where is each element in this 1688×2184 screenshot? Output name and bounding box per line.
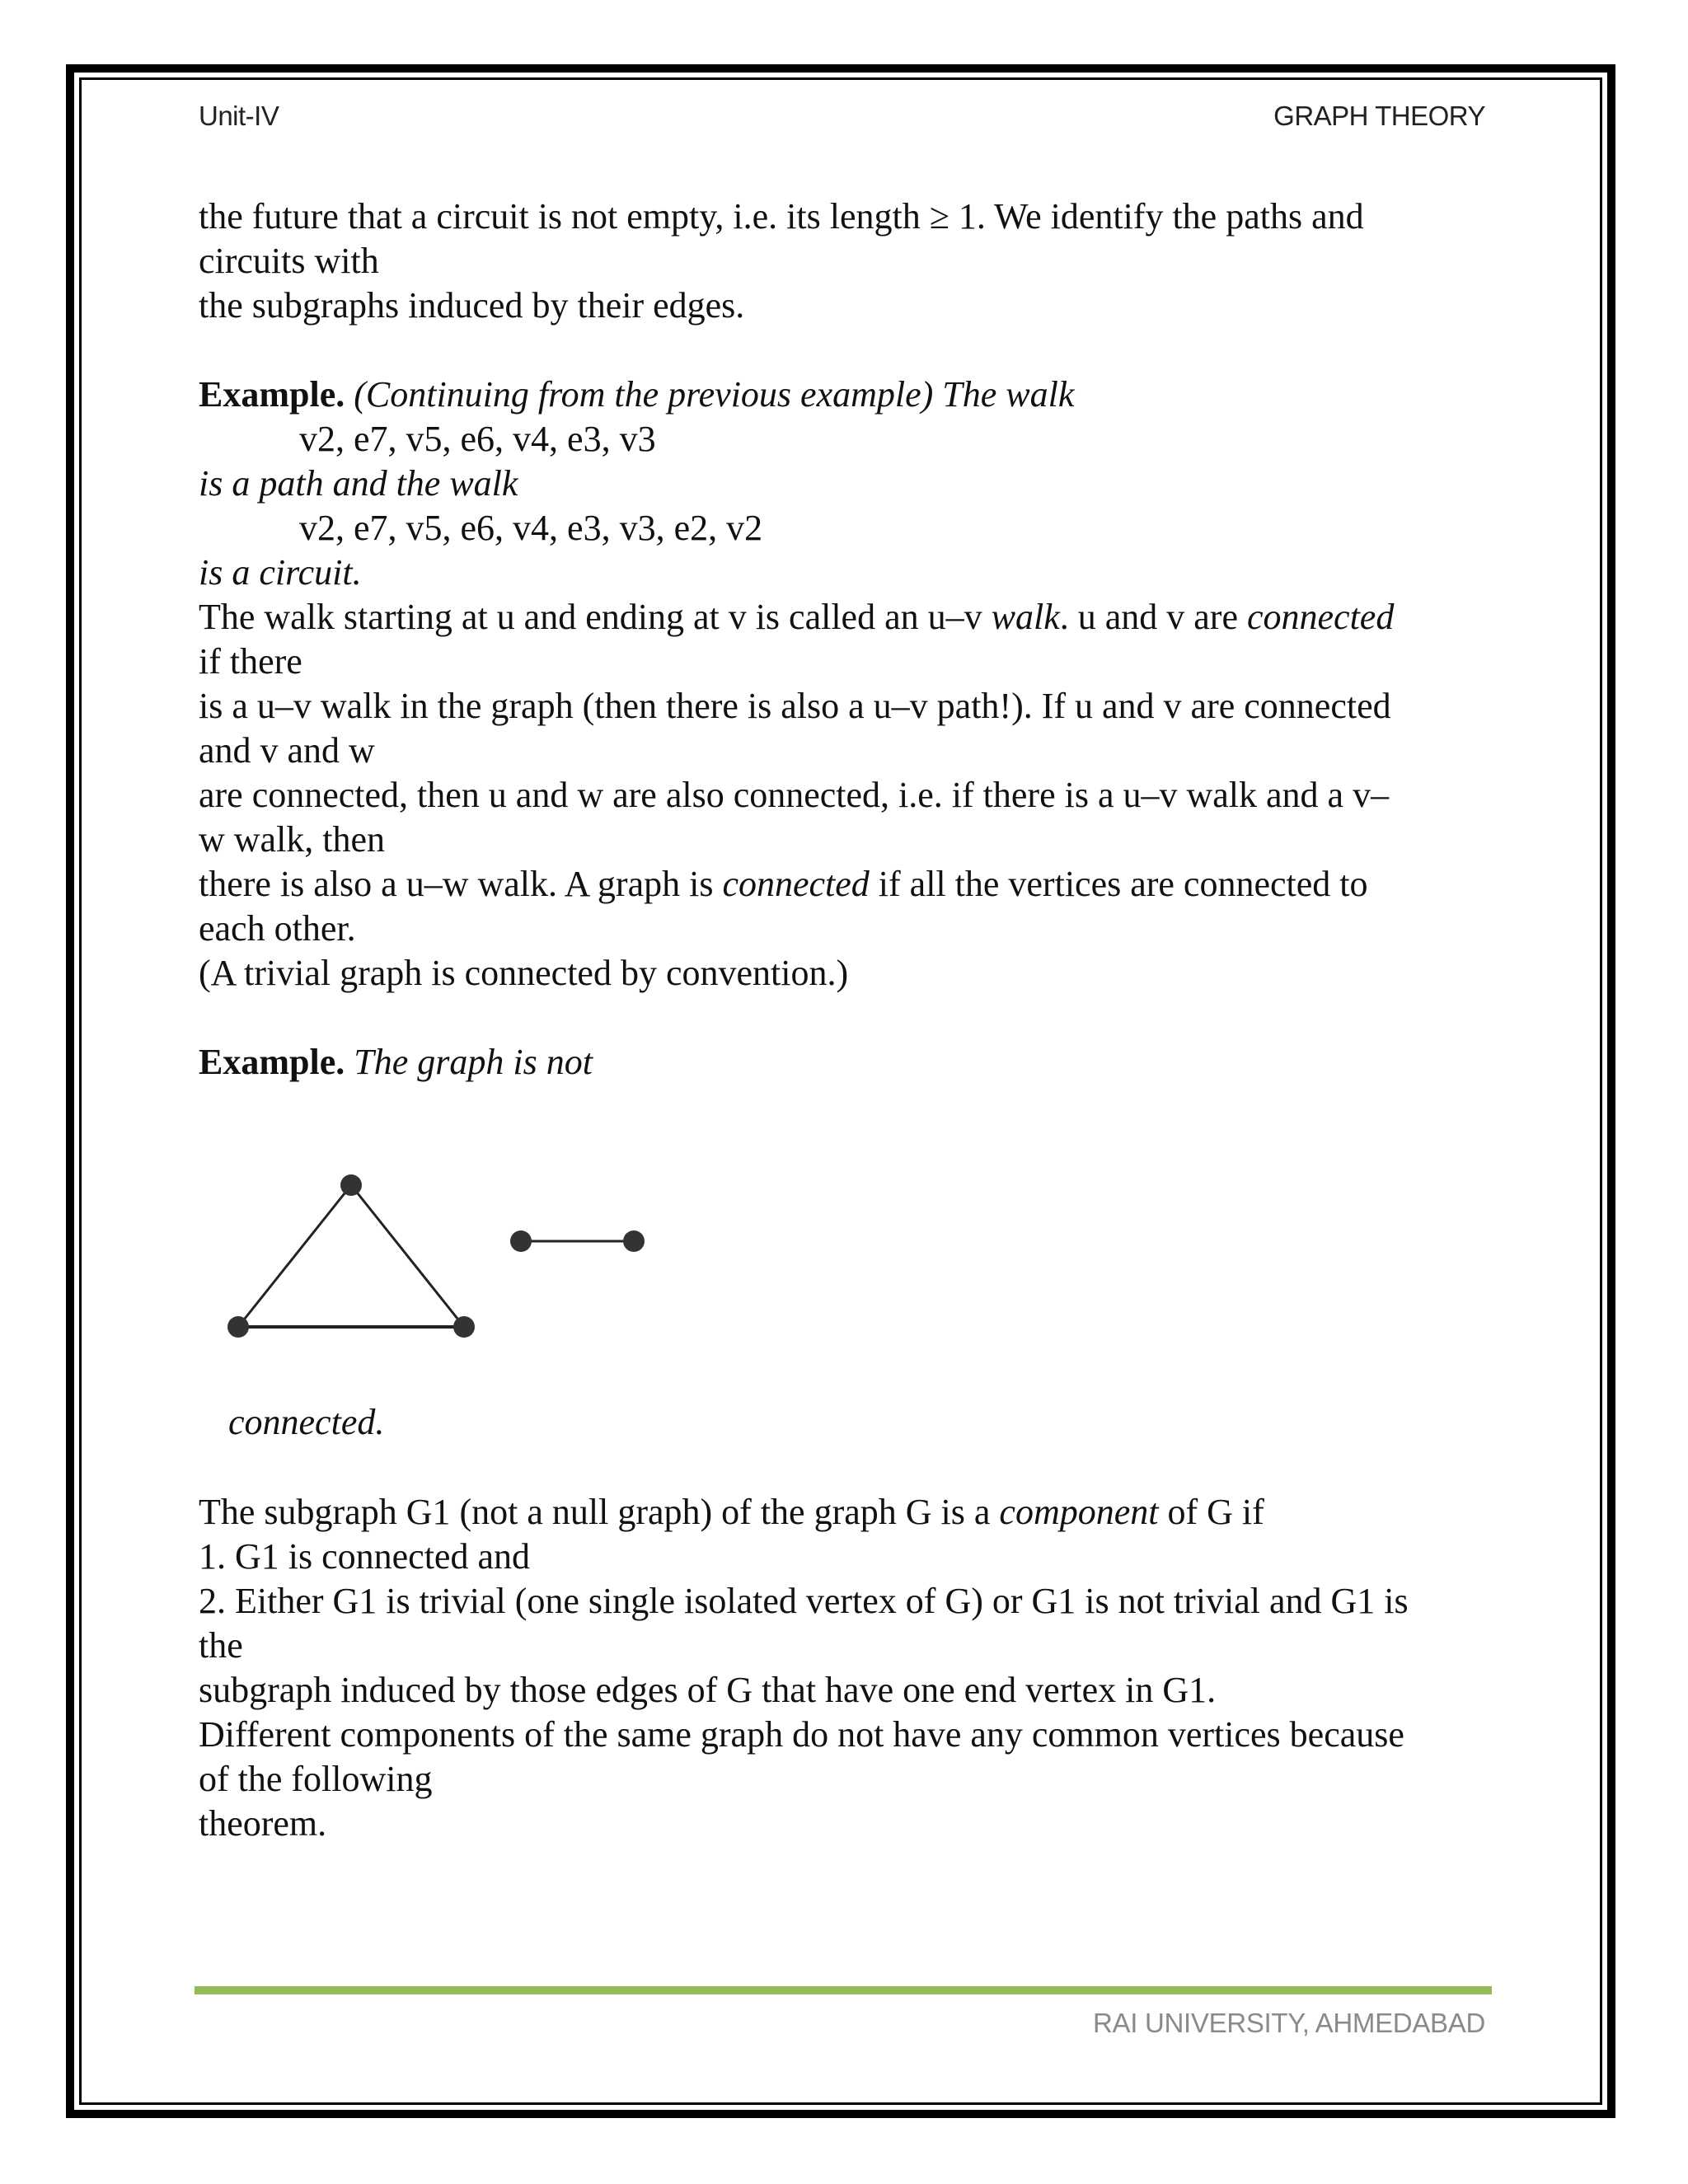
example2-label: Example. xyxy=(199,1042,345,1082)
para2-line3: is a u–v walk in the graph (then there is also a u–v path!). If u and v are connected xyxy=(199,686,1391,726)
vertex-top xyxy=(340,1174,362,1196)
para3-line8: theorem. xyxy=(199,1803,327,1844)
edge-triangle-left xyxy=(238,1185,351,1327)
example2-after: connected. xyxy=(228,1402,385,1442)
example1-intro: (Continuing from the previous example) The walk xyxy=(354,374,1075,415)
term-component: component xyxy=(999,1492,1159,1532)
para1-line1: the future that a circuit is not empty, i.e. its length ≥ 1. We identify the paths and xyxy=(199,196,1364,237)
vertex-bottom-right xyxy=(453,1316,475,1338)
para2-line7-a: there is also a u–w walk. A graph is xyxy=(199,864,723,904)
example1-walk1: v2, e7, v5, e6, v4, e3, v3 xyxy=(299,419,656,459)
para3-line1-a: The subgraph G1 (not a null graph) of the graph G is a xyxy=(199,1492,1000,1532)
example2-heading xyxy=(199,1040,1501,1085)
para3-line5: subgraph induced by those edges of G that have one end vertex in G1. xyxy=(199,1670,1217,1710)
header-unit: Unit-IV xyxy=(199,101,279,131)
example1-walk2: v2, e7, v5, e6, v4, e3, v3, e2, v2 xyxy=(299,508,763,548)
example2-text: The graph is not xyxy=(354,1042,593,1082)
para2-line5: are connected, then u and w are also connected, i.e. if there is a u–v walk and a v– xyxy=(199,775,1390,815)
para2-line7 xyxy=(199,862,1501,907)
vertex-pair-right xyxy=(623,1230,645,1252)
example1-label: Example. xyxy=(199,374,345,415)
para2-line2: if there xyxy=(199,641,302,682)
disconnected-graph-figure xyxy=(198,1154,659,1352)
vertex-pair-left xyxy=(510,1230,532,1252)
example1-heading xyxy=(199,373,1501,417)
para2-line6: w walk, then xyxy=(199,819,386,860)
term-walk: walk xyxy=(991,597,1060,637)
para3-line1-c: of G if xyxy=(1158,1492,1264,1532)
para1-line3: the subgraphs induced by their edges. xyxy=(199,285,745,326)
term-connected-graph: connected xyxy=(722,864,870,904)
para3-line3: 2. Either G1 is trivial (one single isolated vertex of G) or G1 is not trivial and G1 is xyxy=(199,1581,1409,1621)
para3-line1 xyxy=(199,1490,1501,1535)
para2-line1-c: . u and v are xyxy=(1059,597,1247,637)
component-definition xyxy=(199,1490,1501,1846)
footer-rule xyxy=(195,1986,1492,1994)
term-connected: connected xyxy=(1246,597,1395,637)
para3-line2: 1. G1 is connected and xyxy=(199,1536,530,1577)
para2-line8: each other. xyxy=(199,908,356,949)
para3-line6: Different components of the same graph do not have any common vertices because xyxy=(199,1714,1404,1755)
vertex-bottom-left xyxy=(227,1316,249,1338)
para2-line9: (A trivial graph is connected by convention.) xyxy=(199,953,849,993)
footer-university: RAI UNIVERSITY, AHMEDABAD xyxy=(1092,2008,1485,2038)
para2-line1 xyxy=(199,595,1501,640)
para1-line2: circuits with xyxy=(199,241,379,281)
edge-triangle-right xyxy=(351,1185,464,1327)
para2-line7-c: if all the vertices are connected to xyxy=(869,864,1368,904)
para2-line4: and v and w xyxy=(199,730,375,771)
example1-end: is a circuit. xyxy=(199,552,362,593)
header-subject: GRAPH THEORY xyxy=(1273,101,1485,131)
para3-line7: of the following xyxy=(199,1759,433,1799)
para2-line1-a: The walk starting at u and ending at v is called an u–v xyxy=(199,597,992,637)
main-text xyxy=(199,194,1501,1085)
para3-line4: the xyxy=(199,1625,243,1666)
example1-mid: is a path and the walk xyxy=(199,463,518,504)
